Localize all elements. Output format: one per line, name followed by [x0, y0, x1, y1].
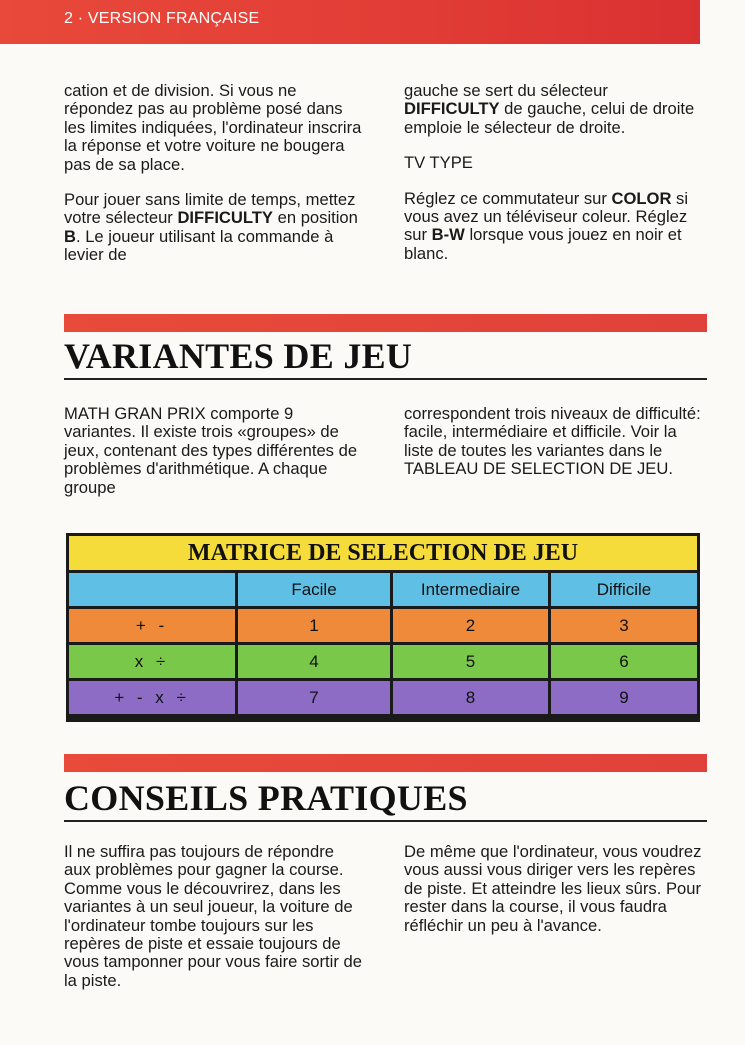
- matrix-cell: 6: [551, 645, 697, 678]
- conseils-left-column: [64, 843, 362, 990]
- paragraph: De même que l'ordinateur, vous voudrez vous aussi vous diriger vers les repères de piste. Et atteindre les lieux sûrs. Pour rester dans la course, il vous faudra réfléchir un peu à l'avance.: [404, 842, 702, 935]
- matrix-cell: 3: [551, 609, 697, 642]
- matrix-row: [69, 609, 697, 642]
- matrix-row: [69, 681, 697, 714]
- matrix-row-label: x ÷: [69, 645, 235, 678]
- matrix-cell: 5: [393, 645, 548, 678]
- section-stripe: [64, 754, 707, 772]
- matrix-cell: 2: [393, 609, 548, 642]
- matrix-row: [69, 645, 697, 678]
- section-stripe: [64, 314, 707, 332]
- matrix-title: MATRICE DE SELECTION DE JEU: [69, 536, 697, 570]
- paragraph: Pour jouer sans limite de temps, mettez votre sélecteur DIFFICULTY en position B. Le joueur utilisant la commande à levier de: [64, 190, 358, 265]
- top-right-column: [404, 82, 702, 263]
- section-title-conseils: CONSEILS PRATIQUES: [64, 778, 707, 822]
- page-header-label: 2 · VERSION FRANÇAISE: [64, 10, 260, 27]
- matrix-header-cell: Difficile: [551, 573, 697, 606]
- section-title-variantes: VARIANTES DE JEU: [64, 336, 707, 380]
- tv-type-heading: TV TYPE: [404, 153, 473, 173]
- matrix-header-row: [69, 573, 697, 606]
- paragraph: gauche se sert du sélecteur DIFFICULTY de gauche, celui de droite emploie le sélecteur de droite.: [404, 81, 695, 137]
- matrix-header-cell: [69, 573, 235, 606]
- selection-matrix: [66, 533, 700, 722]
- variantes-right-column: [404, 405, 704, 479]
- matrix-cell: 7: [238, 681, 390, 714]
- top-left-column: [64, 82, 364, 265]
- matrix-cell: 1: [238, 609, 390, 642]
- paragraph: Réglez ce commutateur sur COLOR si vous avez un téléviseur coleur. Réglez sur B-W lorsque vous jouez en noir et blanc.: [404, 188, 689, 263]
- matrix-cell: 4: [238, 645, 390, 678]
- paragraph: Il ne suffira pas toujours de répondre aux problèmes pour gagner la course. Comme vous le découvrirez, dans les variantes à un seul joueur, la voiture de l'ordinateur tombe toujours sur les repères de piste et essaie toujours de vous tamponner pour vous faire sortir de la piste.: [64, 842, 362, 990]
- matrix-cell: 9: [551, 681, 697, 714]
- matrix-header-cell: Intermediaire: [393, 573, 548, 606]
- matrix-cell: 8: [393, 681, 548, 714]
- matrix-header-cell: Facile: [238, 573, 390, 606]
- matrix-row-label: + - x ÷: [69, 681, 235, 714]
- variantes-left-column: [64, 405, 364, 497]
- paragraph: correspondent trois niveaux de difficulté: facile, intermédiaire et difficile. Voir la liste de toutes les variantes dans le TABLEAU DE SELECTION DE JEU.: [404, 404, 701, 479]
- paragraph: MATH GRAN PRIX comporte 9 variantes. Il existe trois «groupes» de jeux, contenant des types différentes de problèmes d'arithmétique. A chaque groupe: [64, 404, 358, 497]
- paragraph: cation et de division. Si vous ne répondez pas au problème posé dans les limites indiquées, l'ordinateur inscrira la réponse et votre voiture ne bougera pas de sa place.: [64, 81, 362, 174]
- matrix-row-label: + -: [69, 609, 235, 642]
- header-bar: [0, 0, 700, 44]
- conseils-right-column: [404, 843, 704, 935]
